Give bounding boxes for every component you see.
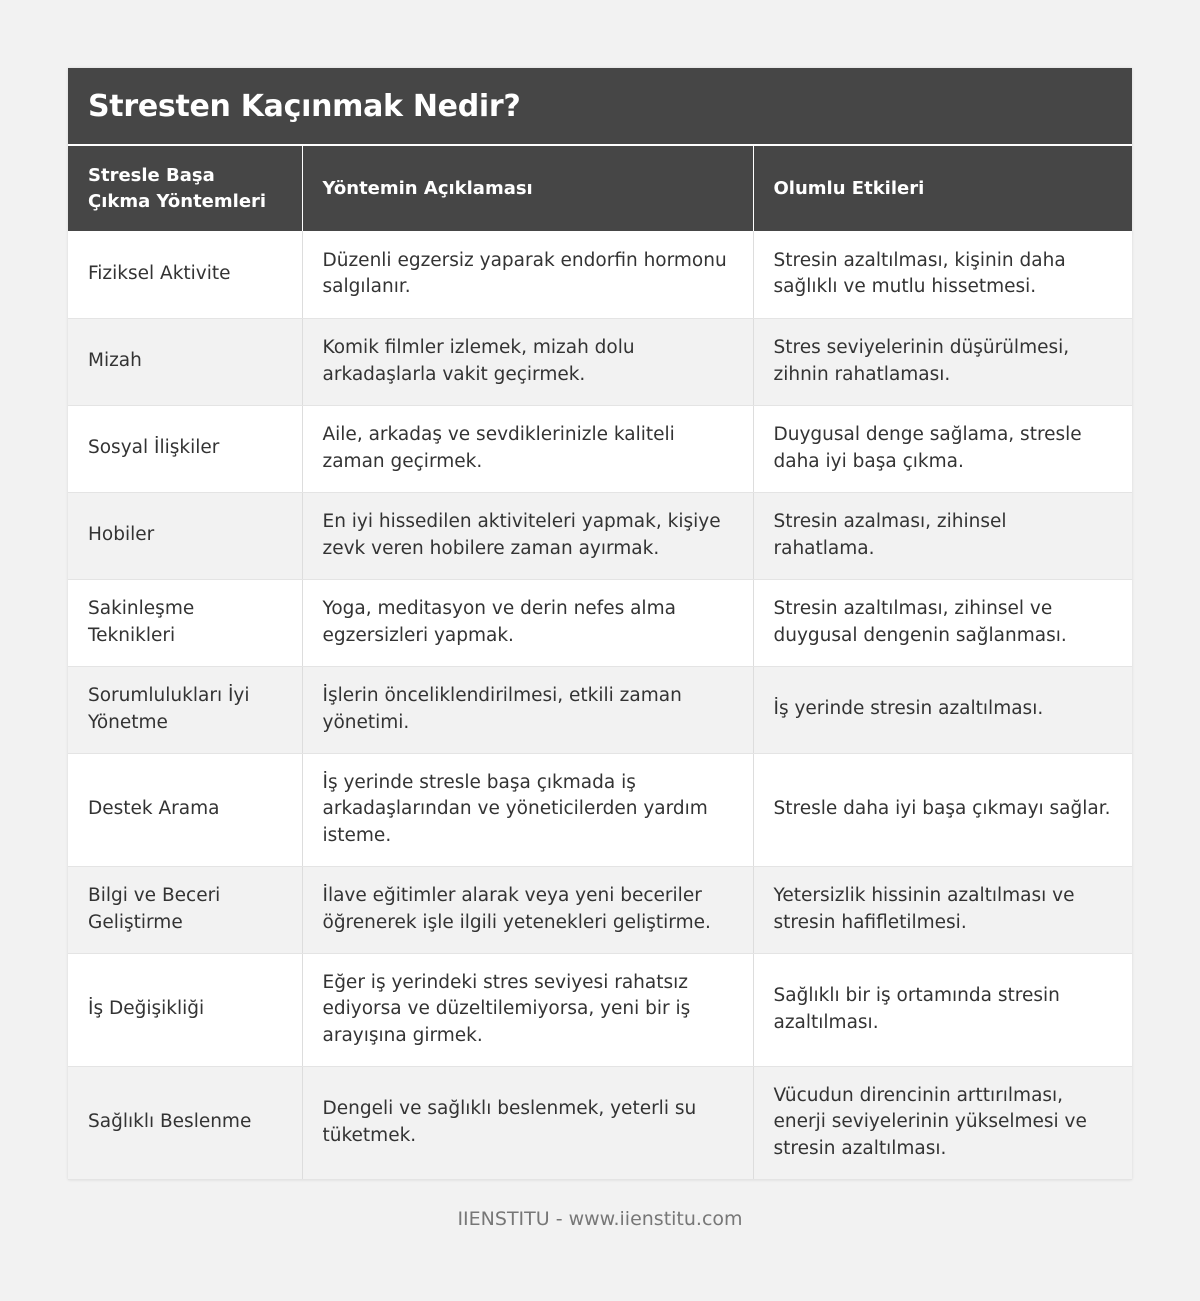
cell-effects: Yetersizlik hissinin azaltılması ve stresin hafifletilmesi. [753,866,1132,953]
cell-method: Sosyal İlişkiler [68,405,302,492]
table-row [68,492,1132,579]
cell-description: En iyi hissedilen aktiviteleri yapmak, kişiye zevk veren hobilere zaman ayırmak. [302,492,753,579]
cell-method: Sorumlulukları İyi Yönetme [68,666,302,753]
table-row [68,866,1132,953]
cell-description: Aile, arkadaş ve sevdiklerinizle kaliteli zaman geçirmek. [302,405,753,492]
table-row [68,231,1132,318]
table-header-row [68,145,1132,231]
cell-effects: Duygusal denge sağlama, stresle daha iyi başa çıkma. [753,405,1132,492]
cell-effects: Vücudun direncinin arttırılması, enerji seviyelerinin yükselmesi ve stresin azaltılması. [753,1066,1132,1179]
cell-effects: Stresin azaltılması, kişinin daha sağlıklı ve mutlu hissetmesi. [753,231,1132,318]
table-row [68,666,1132,753]
cell-method: Hobiler [68,492,302,579]
table-row [68,953,1132,1066]
table-row [68,753,1132,866]
table-row [68,579,1132,666]
table-card [68,68,1132,1180]
footer-credit: IIENSTITU - www.iienstitu.com [457,1208,743,1230]
table-row [68,1066,1132,1179]
column-header-method: Stresle Başa Çıkma Yöntemleri [68,145,302,231]
cell-description: Eğer iş yerindeki stres seviyesi rahatsız ediyorsa ve düzeltilemiyorsa, yeni bir iş arayışına girmek. [302,953,753,1066]
title-bar [68,68,1132,144]
cell-effects: Sağlıklı bir iş ortamında stresin azaltılması. [753,953,1132,1066]
cell-description: Düzenli egzersiz yaparak endorfin hormonu salgılanır. [302,231,753,318]
table-row [68,405,1132,492]
cell-method: Mizah [68,318,302,405]
cell-method: İş Değişikliği [68,953,302,1066]
cell-description: Dengeli ve sağlıklı beslenmek, yeterli su tüketmek. [302,1066,753,1179]
stress-methods-table [68,144,1132,1180]
page-title: Stresten Kaçınmak Nedir? [88,88,521,124]
column-header-description: Yöntemin Açıklaması [302,145,753,231]
cell-description: İlave eğitimler alarak veya yeni beceriler öğrenerek işle ilgili yetenekleri geliştirme. [302,866,753,953]
table-row [68,318,1132,405]
cell-description: Komik filmler izlemek, mizah dolu arkadaşlarla vakit geçirmek. [302,318,753,405]
cell-effects: Stresin azaltılması, zihinsel ve duygusal dengenin sağlanması. [753,579,1132,666]
cell-effects: Stres seviyelerinin düşürülmesi, zihnin rahatlaması. [753,318,1132,405]
cell-effects: İş yerinde stresin azaltılması. [753,666,1132,753]
cell-effects: Stresin azalması, zihinsel rahatlama. [753,492,1132,579]
cell-method: Destek Arama [68,753,302,866]
cell-method: Fiziksel Aktivite [68,231,302,318]
cell-method: Bilgi ve Beceri Geliştirme [68,866,302,953]
column-header-effects: Olumlu Etkileri [753,145,1132,231]
cell-description: İşlerin önceliklendirilmesi, etkili zaman yönetimi. [302,666,753,753]
cell-method: Sakinleşme Teknikleri [68,579,302,666]
cell-method: Sağlıklı Beslenme [68,1066,302,1179]
cell-description: Yoga, meditasyon ve derin nefes alma egzersizleri yapmak. [302,579,753,666]
cell-effects: Stresle daha iyi başa çıkmayı sağlar. [753,753,1132,866]
cell-description: İş yerinde stresle başa çıkmada iş arkadaşlarından ve yöneticilerden yardım isteme. [302,753,753,866]
